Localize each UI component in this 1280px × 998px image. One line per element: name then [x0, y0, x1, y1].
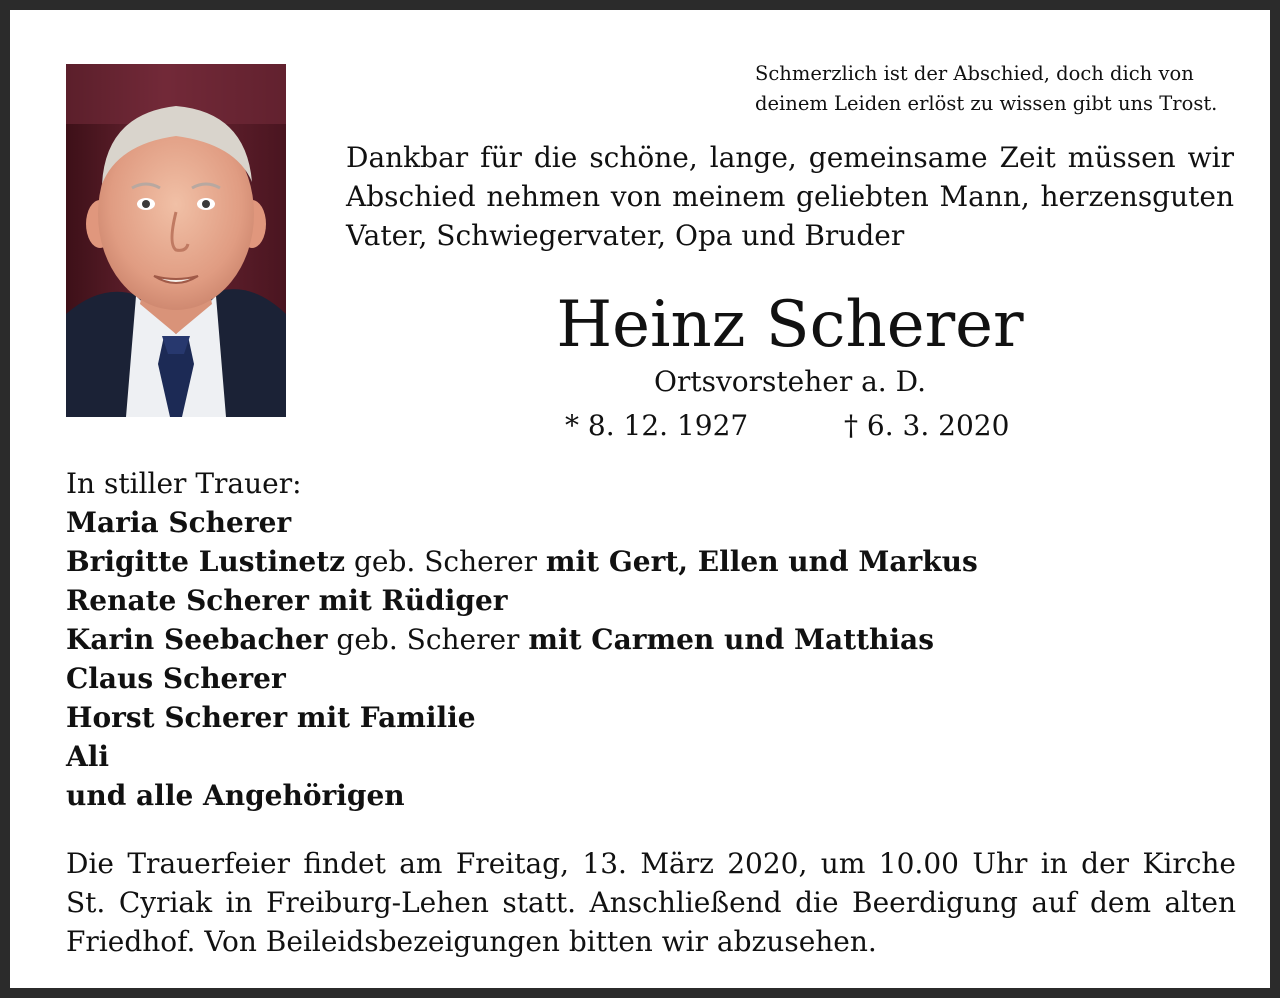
mourner-renate-name: Renate Scherer mit Rüdiger — [66, 584, 508, 617]
birth-date: * 8. 12. 1927 — [565, 409, 749, 442]
mourner-karin-nee: geb. Scherer — [327, 623, 529, 656]
mourner-horst — [66, 698, 1236, 737]
intro-line-1: Dankbar für die schöne, lange, gemeinsame Zeit müssen wir — [346, 141, 1234, 174]
mourner-karin-name: Karin Seebacher — [66, 623, 328, 656]
mourner-horst-name: Horst Scherer mit Familie — [66, 701, 476, 734]
deceased-role: Ortsvorsteher a. D. — [654, 365, 926, 398]
intro-text — [346, 138, 1234, 255]
mourner-claus-name: Claus Scherer — [66, 662, 286, 695]
funeral-line-2: St. Cyriak in Freiburg-Lehen statt. Anschließend die Beerdigung auf dem alten — [66, 886, 1236, 919]
portrait-photo — [66, 64, 286, 417]
mourner-all-relatives — [66, 776, 1236, 815]
mourners-heading: In stiller Trauer: — [66, 467, 302, 500]
motto-line-2: deinem Leiden erlöst zu wissen gibt uns Trost. — [755, 92, 1218, 115]
mourner-renate — [66, 581, 1236, 620]
mourner-brigitte-nee: geb. Scherer — [345, 545, 546, 578]
mourner-ali — [66, 737, 1236, 776]
death-date: † 6. 3. 2020 — [844, 409, 1010, 442]
intro-line-3: Vater, Schwiegervater, Opa und Bruder — [346, 219, 905, 252]
motto-line-1: Schmerzlich ist der Abschied, doch dich von — [755, 62, 1194, 85]
motto-quote — [755, 59, 1245, 119]
mourner-brigitte — [66, 542, 1236, 581]
deceased-name: Heinz Scherer — [556, 288, 1024, 362]
intro-line-2: Abschied nehmen von meinem geliebten Mann, herzensguten — [346, 180, 1234, 213]
mourner-claus — [66, 659, 1236, 698]
mourner-karin — [66, 620, 1236, 659]
mourner-maria — [66, 503, 1236, 542]
funeral-notice — [66, 844, 1236, 961]
mourner-all-relatives-text: und alle Angehörigen — [66, 779, 405, 812]
mourner-brigitte-name: Brigitte Lustinetz — [66, 545, 346, 578]
mourner-brigitte-with: mit Gert, Ellen und Markus — [545, 545, 978, 578]
mourner-maria-name: Maria Scherer — [66, 506, 292, 539]
mourner-ali-name: Ali — [66, 740, 109, 773]
funeral-line-3: Friedhof. Von Beileidsbezeigungen bitten wir abzusehen. — [66, 925, 877, 958]
mourner-karin-with: mit Carmen und Matthias — [528, 623, 934, 656]
funeral-line-1: Die Trauerfeier findet am Freitag, 13. März 2020, um 10.00 Uhr in der Kirche — [66, 847, 1236, 880]
mourners-list — [66, 464, 1236, 815]
